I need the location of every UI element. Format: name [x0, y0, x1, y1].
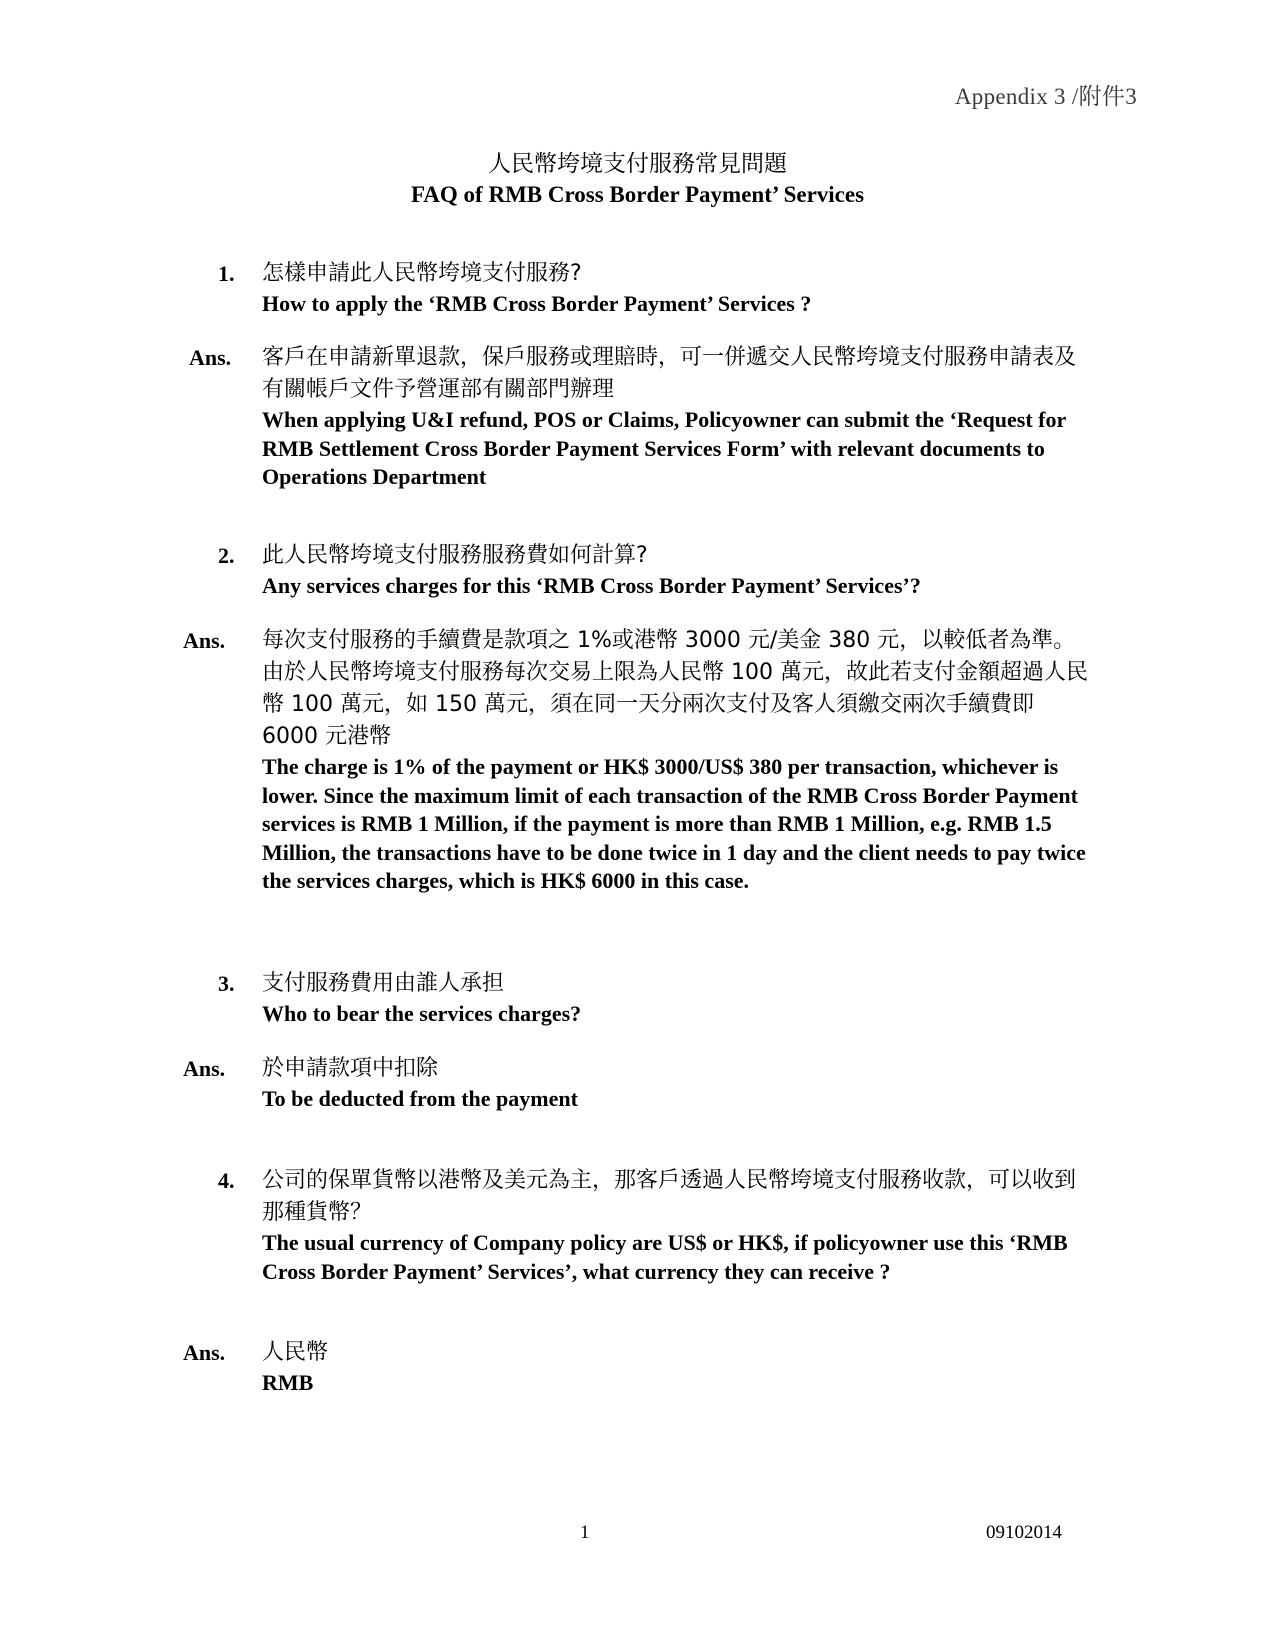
- page-number: 1: [580, 1522, 590, 1543]
- answer-label: Ans.: [189, 345, 232, 370]
- document-code: 09102014: [986, 1522, 1062, 1543]
- appendix-label: Appendix 3 /附件3: [954, 84, 1137, 109]
- answer-zh: 於申請款項中扣除: [262, 1056, 439, 1081]
- question-en: Any services charges for this ‘RMB Cross Border Payment’ Services’?: [262, 573, 921, 598]
- question-zh: 怎樣申請此人民幣垮境支付服務?: [262, 261, 582, 286]
- answer-label: Ans.: [183, 1056, 226, 1081]
- question-number: 1.: [218, 261, 235, 286]
- title-english: FAQ of RMB Cross Border Payment’ Services: [410, 182, 865, 207]
- document-title: [0, 148, 1275, 210]
- question-number: 2.: [218, 543, 235, 568]
- title-chinese: 人民幣垮境支付服務常見問題: [488, 151, 787, 177]
- question-en: How to apply the ‘RMB Cross Border Payment’ Services ?: [262, 291, 812, 316]
- question-number: 3.: [218, 971, 235, 996]
- answer-zh: 人民幣: [262, 1340, 329, 1365]
- answer-label: Ans.: [183, 628, 226, 653]
- answer-zh: 每次支付服務的手續費是款項之 1%或港幣 3000 元/美金 380 元，以較低者為準。由於人民幣垮境支付服務每次交易上限為人民幣 100 萬元，故此若支付金額超過人民幣 100 萬元，如 150 萬元，須在同一天分兩次支付及客人須繳交兩次手續費即 6000 元港幣: [262, 628, 1088, 749]
- answer-en: The charge is 1% of the payment or HK$ 3000/US$ 380 per transaction, whichever is lower. Since the maximum limit of each transaction of the RMB Cross Border Payment services is RMB 1 Million, if the payment is more than RMB 1 Million, e.g. RMB 1.5 Million, the transactions have to be done twice in 1 day and the client needs to pay twice the services charges, which is HK$ 6000 in this case.: [262, 754, 1086, 893]
- question-number: 4.: [218, 1168, 235, 1193]
- answer-en: When applying U&I refund, POS or Claims, Policyowner can submit the ‘Request for RMB Settlement Cross Border Payment Services Form’ with relevant documents to Operations Department: [262, 407, 1066, 489]
- answer-zh: 客戶在申請新單退款，保戶服務或理賠時，可一併遞交人民幣垮境支付服務申請表及有關帳戶文件予營運部有關部門辦理: [262, 345, 1077, 402]
- answer-en: RMB: [262, 1370, 314, 1395]
- answer-label: Ans.: [183, 1340, 226, 1365]
- answer-en: To be deducted from the payment: [262, 1086, 578, 1111]
- question-en: Who to bear the services charges?: [262, 1001, 582, 1026]
- question-zh: 此人民幣垮境支付服務服務費如何計算?: [262, 543, 648, 568]
- question-en: The usual currency of Company policy are US$ or HK$, if policyowner use this ‘RMB Cross Border Payment’ Services’, what currency they can receive ?: [262, 1230, 1068, 1284]
- question-zh: 支付服務費用由誰人承担: [262, 971, 505, 996]
- question-zh: 公司的保單貨幣以港幣及美元為主，那客戶透過人民幣垮境支付服務收款，可以收到那種貨幣？: [262, 1168, 1077, 1225]
